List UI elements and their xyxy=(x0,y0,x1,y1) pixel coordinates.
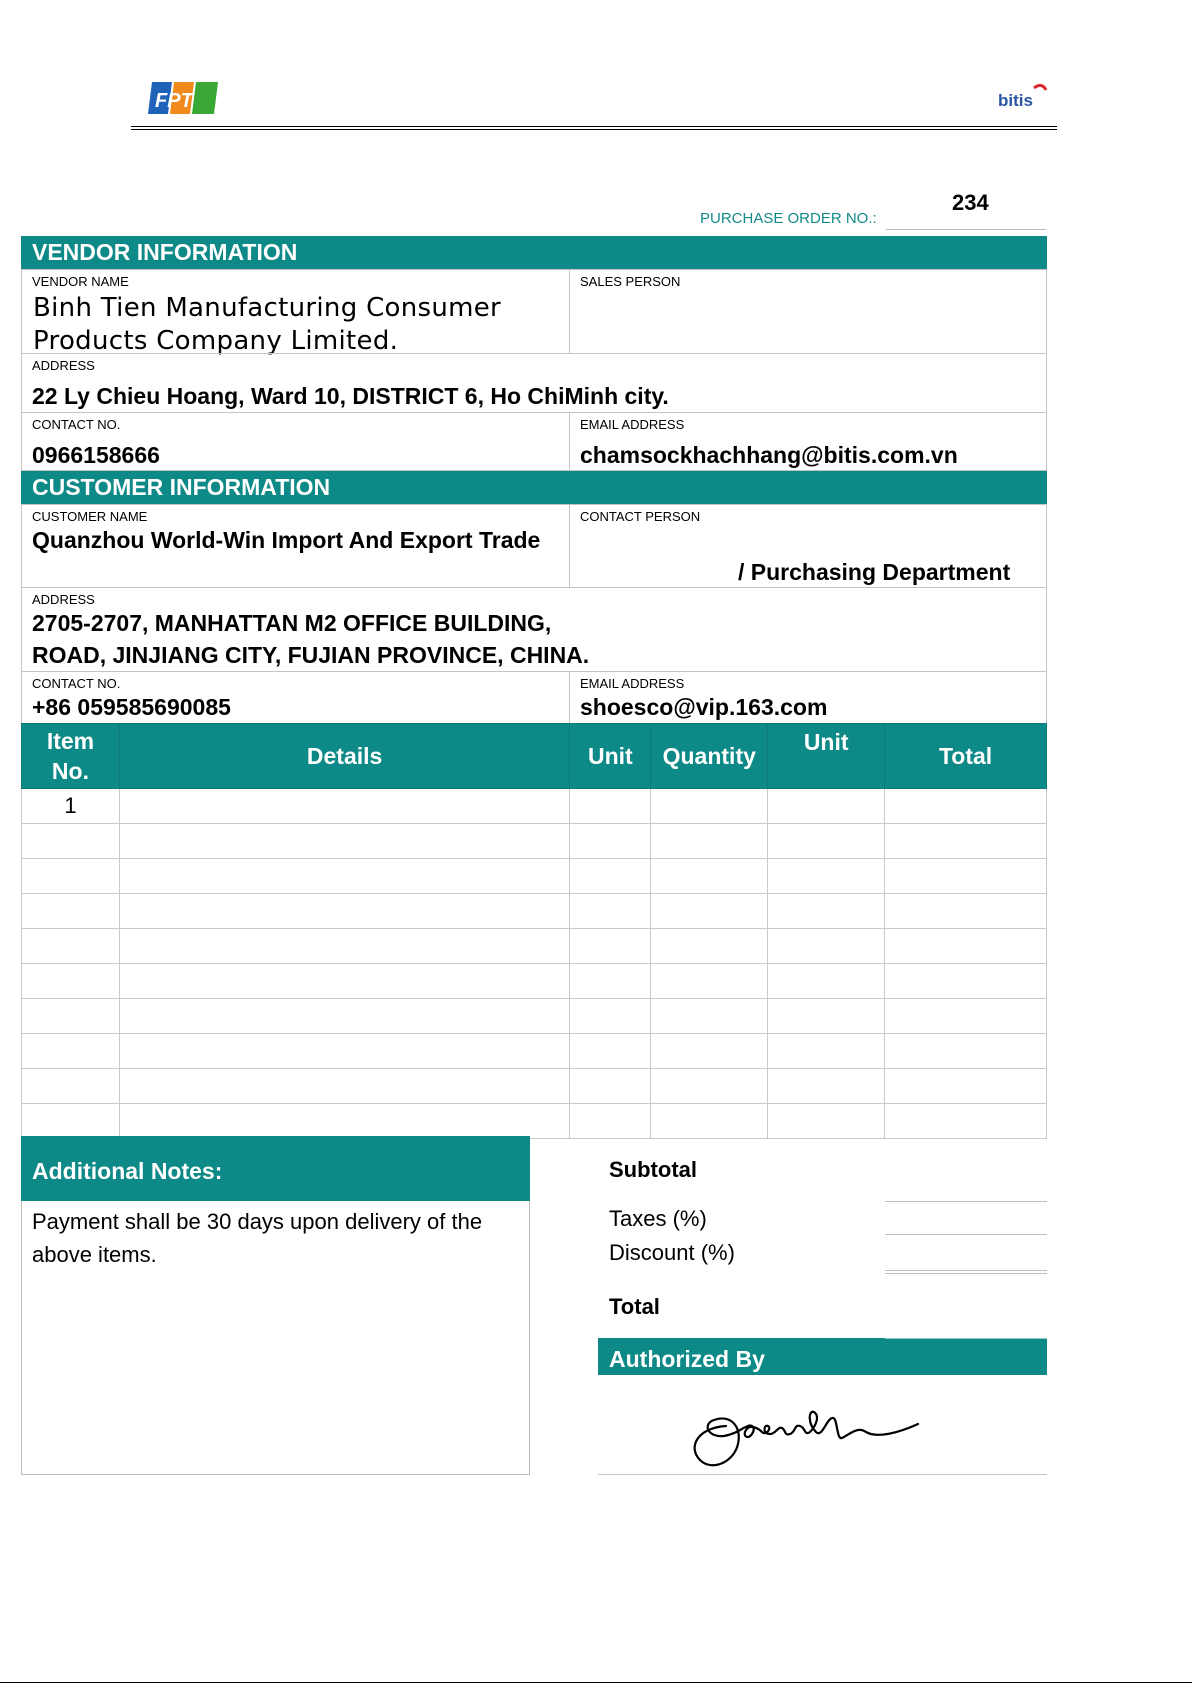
empty-cell xyxy=(768,1104,885,1139)
empty-cell xyxy=(570,999,651,1034)
unit-price-cell xyxy=(768,789,885,824)
empty-cell xyxy=(651,859,768,894)
empty-cell xyxy=(651,894,768,929)
vendor-address-label: ADDRESS xyxy=(32,358,95,373)
footer-rule xyxy=(0,1682,1192,1683)
unit-cell xyxy=(570,789,651,824)
empty-cell xyxy=(119,1104,569,1139)
contact-person-label: CONTACT PERSON xyxy=(580,509,701,524)
empty-cell xyxy=(885,859,1047,894)
sales-person-label: SALES PERSON xyxy=(580,274,681,289)
empty-cell xyxy=(885,894,1047,929)
subtotal-line xyxy=(885,1201,1047,1202)
empty-cell xyxy=(651,999,768,1034)
empty-cell xyxy=(22,1104,120,1139)
table-row xyxy=(22,894,1047,929)
unit-price-header: Unit xyxy=(768,724,885,789)
empty-cell xyxy=(22,999,120,1034)
customer-address-cell xyxy=(21,587,1047,672)
vendor-name-value xyxy=(33,292,501,358)
po-number-value: 234 xyxy=(952,190,989,215)
empty-cell xyxy=(22,929,120,964)
vendor-contact-cell xyxy=(21,412,570,471)
empty-cell xyxy=(570,859,651,894)
unit-header: Unit xyxy=(570,724,651,789)
notes-text: Payment shall be 30 days upon delivery of the above items. xyxy=(32,1209,483,1267)
customer-email-cell xyxy=(569,671,1047,724)
empty-cell xyxy=(22,859,120,894)
empty-cell xyxy=(570,929,651,964)
po-number-label: PURCHASE ORDER NO.: xyxy=(700,210,877,227)
item-no-header-line2: No. xyxy=(51,758,89,784)
empty-cell xyxy=(119,859,569,894)
empty-cell xyxy=(22,1034,120,1069)
vendor-name-label: VENDOR NAME xyxy=(32,274,129,289)
empty-cell xyxy=(119,1034,569,1069)
empty-cell xyxy=(119,999,569,1034)
header-rule xyxy=(131,126,1057,130)
empty-cell xyxy=(22,824,120,859)
item-no-header-line1: Item xyxy=(46,728,95,754)
vendor-address-cell xyxy=(21,353,1047,413)
customer-email-value: shoesco@vip.163.com xyxy=(580,694,828,720)
quantity-cell xyxy=(651,789,768,824)
taxes-line xyxy=(885,1234,1047,1235)
empty-cell xyxy=(119,964,569,999)
empty-cell xyxy=(768,999,885,1034)
empty-cell xyxy=(768,1069,885,1104)
total-cell xyxy=(885,789,1047,824)
total-line xyxy=(885,1338,1047,1339)
table-row xyxy=(22,824,1047,859)
empty-cell xyxy=(885,929,1047,964)
item-no-header xyxy=(22,724,120,789)
authorized-by-header: Authorized By xyxy=(598,1338,1047,1375)
empty-cell xyxy=(570,1069,651,1104)
empty-cell xyxy=(119,894,569,929)
empty-cell xyxy=(885,1034,1047,1069)
customer-contact-label: CONTACT NO. xyxy=(32,676,121,691)
table-row xyxy=(22,789,1047,824)
vendor-email-cell xyxy=(569,412,1047,471)
empty-cell xyxy=(651,1104,768,1139)
contact-person-cell xyxy=(569,504,1047,588)
vendor-email-value: chamsockhachhang@bitis.com.vn xyxy=(580,442,958,468)
empty-cell xyxy=(22,1069,120,1104)
empty-cell xyxy=(768,894,885,929)
customer-contact-cell xyxy=(21,671,570,724)
contact-person-value: / Purchasing Department xyxy=(738,559,1011,585)
details-cell xyxy=(119,789,569,824)
taxes-label: Taxes (%) xyxy=(609,1206,707,1231)
empty-cell xyxy=(651,1069,768,1104)
empty-cell xyxy=(651,1034,768,1069)
empty-cell xyxy=(119,1069,569,1104)
bitis-logo-text: bitis xyxy=(998,91,1033,110)
fpt-logo xyxy=(146,80,220,116)
discount-line-double xyxy=(885,1273,1047,1274)
empty-cell xyxy=(119,929,569,964)
empty-cell xyxy=(885,1069,1047,1104)
empty-cell xyxy=(651,824,768,859)
discount-line xyxy=(885,1270,1047,1271)
vendor-name-line1: Binh Tien Manufacturing Consumer xyxy=(33,293,502,323)
empty-cell xyxy=(651,929,768,964)
total-header: Total xyxy=(885,724,1047,789)
empty-cell xyxy=(570,824,651,859)
empty-cell xyxy=(22,894,120,929)
fpt-logo-f: FPT xyxy=(155,90,193,112)
bitis-logo xyxy=(998,82,1048,112)
items-header-row xyxy=(22,724,1047,789)
quantity-header: Quantity xyxy=(651,724,768,789)
vendor-contact-label: CONTACT NO. xyxy=(32,417,121,432)
po-number-underline xyxy=(886,229,1046,230)
subtotal-label: Subtotal xyxy=(609,1157,697,1182)
customer-email-label: EMAIL ADDRESS xyxy=(580,676,685,691)
discount-label: Discount (%) xyxy=(609,1240,735,1265)
empty-cell xyxy=(768,929,885,964)
total-label: Total xyxy=(609,1294,660,1319)
empty-cell xyxy=(768,964,885,999)
items-body xyxy=(22,789,1047,1139)
signature-line xyxy=(598,1474,1047,1475)
table-row xyxy=(22,1034,1047,1069)
customer-address-line1: 2705-2707, MANHATTAN M2 OFFICE BUILDING, xyxy=(32,610,552,636)
empty-cell xyxy=(651,964,768,999)
vendor-name-cell xyxy=(21,269,570,354)
sales-person-cell xyxy=(569,269,1047,354)
vendor-email-label: EMAIL ADDRESS xyxy=(580,417,685,432)
notes-title: Additional Notes: xyxy=(21,1136,530,1201)
empty-cell xyxy=(570,1104,651,1139)
table-row xyxy=(22,964,1047,999)
customer-address-line2: ROAD, JINJIANG CITY, FUJIAN PROVINCE, CHINA. xyxy=(32,642,590,668)
customer-address-label: ADDRESS xyxy=(32,592,95,607)
empty-cell xyxy=(885,1104,1047,1139)
table-row xyxy=(22,859,1047,894)
empty-cell xyxy=(885,824,1047,859)
customer-name-label: CUSTOMER NAME xyxy=(32,509,148,524)
empty-cell xyxy=(119,824,569,859)
details-header: Details xyxy=(119,724,569,789)
customer-name-value: Quanzhou World-Win Import And Export Trade xyxy=(32,527,541,553)
empty-cell xyxy=(768,859,885,894)
table-row xyxy=(22,1069,1047,1104)
customer-info-header: CUSTOMER INFORMATION xyxy=(21,471,1047,504)
customer-name-cell xyxy=(21,504,570,588)
empty-cell xyxy=(768,824,885,859)
empty-cell xyxy=(22,964,120,999)
empty-cell xyxy=(570,964,651,999)
table-row xyxy=(22,1104,1047,1139)
vendor-contact-value: 0966158666 xyxy=(32,442,160,468)
vendor-address-value: 22 Ly Chieu Hoang, Ward 10, DISTRICT 6, Ho ChiMinh city. xyxy=(32,383,669,409)
empty-cell xyxy=(885,964,1047,999)
table-row xyxy=(22,999,1047,1034)
empty-cell xyxy=(570,1034,651,1069)
items-table xyxy=(21,723,1047,1139)
vendor-name-line2: Products Company Limited. xyxy=(33,326,399,356)
customer-contact-value: +86 059585690085 xyxy=(32,694,231,720)
table-row xyxy=(22,929,1047,964)
signature xyxy=(686,1398,946,1472)
empty-cell xyxy=(768,1034,885,1069)
vendor-info-header: VENDOR INFORMATION xyxy=(21,236,1047,269)
empty-cell xyxy=(885,999,1047,1034)
item-no-cell: 1 xyxy=(22,789,120,824)
empty-cell xyxy=(570,894,651,929)
